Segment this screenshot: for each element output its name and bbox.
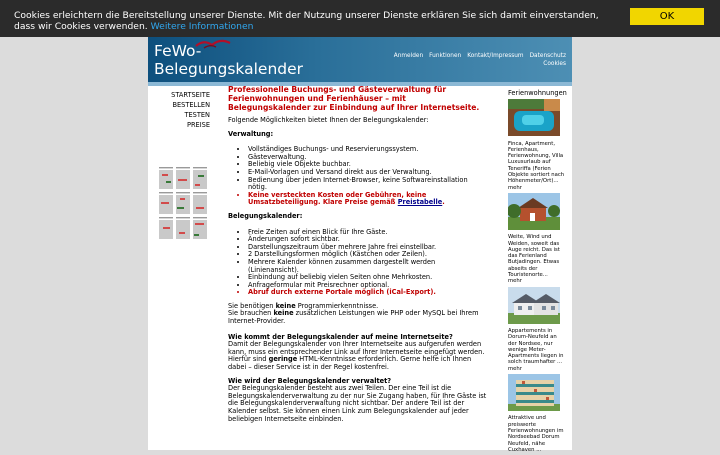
- note-emphasis: keine: [275, 301, 296, 310]
- faq-text-manage: Der Belegungskalender besteht aus zwei Teilen. Der eine Teil ist die Belegungskalenderverwaltung zu der nur Sie Zugang haben, für Ihre Gäste ist die Belegungskalenderverwaltung nicht sichtbar. Der andere Teil ist der Kalender selbst. Sie können einen Link zum Belegungskalender auf jeder beliebigen Internetseite einbinden.: [228, 384, 487, 423]
- left-sidebar: [148, 90, 210, 130]
- listing-photo-building[interactable]: [508, 374, 560, 411]
- section-belegungskalender-title: Belegungskalender:: [228, 211, 303, 220]
- list-item: • Gästeverwaltung.: [248, 154, 488, 162]
- listing-card[interactable]: [508, 374, 566, 453]
- listing-more-link[interactable]: mehr: [508, 278, 522, 285]
- page-container: [148, 37, 572, 453]
- list-item: • Beliebig viele Objekte buchbar.: [248, 161, 488, 169]
- faq-title-manage: Wie wird der Belegungskalender verwaltet?: [228, 376, 392, 385]
- site-header: [148, 37, 572, 82]
- right-sidebar: [508, 90, 566, 455]
- note-text: zusätzlichen Leistungen wie PHP oder MySQL bei Ihrem Internet-Provider.: [228, 309, 479, 326]
- listing-description: Weite, Wind und Weiden, soweit das Auge reicht. Das ist das Ferienland Butjadingen. Etwas abseits der Touristenorte...: [508, 234, 560, 279]
- sidebar-item-preise[interactable]: PREISE: [186, 121, 210, 129]
- requirements-note: [228, 303, 488, 326]
- list-item-highlight: • Abruf durch externe Portale möglich (iCal-Export).: [248, 289, 488, 297]
- list-item: • Vollständiges Buchungs- und Reservierungssystem.: [248, 146, 488, 154]
- note-text: Programmierkenntnisse.: [295, 301, 379, 310]
- note-provider: [228, 310, 488, 325]
- nav-datenschutz[interactable]: Datenschutz: [529, 53, 566, 59]
- list-item: • Einbindung auf beliebig vielen Seiten ohne Mehrkosten.: [248, 274, 488, 282]
- logo-line-2: Belegungskalender: [154, 60, 304, 78]
- list-item: • Freie Zeiten auf einen Blick für Ihre Gäste.: [248, 229, 488, 237]
- faq-emphasis: geringe: [268, 355, 298, 364]
- note-text: Sie benötigen: [228, 301, 276, 310]
- listing-description: Finca, Apartment, Ferienhaus, Ferienwohnung, Villa Luxusurlaub auf Teneriffa (Ferien Objekte sortiert nach Höhenmeter/Ort)...: [508, 140, 565, 185]
- listing-photo-apartments[interactable]: [508, 287, 560, 324]
- cookie-banner: [0, 0, 720, 37]
- belegungskalender-list: [228, 229, 488, 297]
- top-navigation: [388, 52, 566, 68]
- nav-kontakt-impressum[interactable]: Kontakt/Impressum: [467, 53, 524, 59]
- logo-line-1: FeWo-: [154, 42, 202, 60]
- list-item: • 2 Darstellungsformen möglich (Kästchen oder Zeilen).: [248, 251, 488, 259]
- nav-cookies[interactable]: Cookies: [543, 61, 566, 67]
- listing-card[interactable]: [508, 99, 566, 191]
- preistabelle-link[interactable]: Preistabelle: [397, 198, 443, 207]
- list-item: • Bedienung über jeden Internet-Browser, keine Softwareinstallation nötig.: [248, 177, 488, 192]
- listing-description: Attraktive und preiswerte Ferienwohnungen im Nordseebad Dorum Neufeld, nähe Cuxhaven ...: [508, 415, 564, 453]
- listing-photo-farmhouse[interactable]: [508, 193, 560, 230]
- list-item: • Darstellungszeitraum über mehrere Jahre frei einstellbar.: [248, 244, 488, 252]
- list-item-highlight: [248, 192, 488, 207]
- calendar-preview-image: [158, 165, 208, 241]
- sentence-end: .: [442, 198, 445, 207]
- faq-text: Damit der Belegungskalender von Ihrer Internetseite aus aufgerufen werden kann, muss ein entsprechender Link auf Ihrer Internetseite eingefügt werden. Hierfür sind: [228, 340, 485, 364]
- section-verwaltung-title: Verwaltung:: [228, 129, 274, 138]
- main-content: [228, 85, 488, 423]
- cookie-more-info-link[interactable]: Weitere Informationen: [150, 21, 254, 32]
- site-logo[interactable]: [154, 42, 354, 78]
- listing-more-link[interactable]: mehr: [508, 184, 522, 191]
- list-item: • Änderungen sofort sichtbar.: [248, 236, 488, 244]
- faq-title-embed: Wie kommt der Belegungskalender auf meine Internetseite?: [228, 332, 453, 341]
- faq-text: HTML-Kenntnisse erforderlich. Gerne helfe ich Ihnen dabei – dieser Service ist in der Regel kostenfrei.: [228, 355, 472, 372]
- note-text: Sie brauchen: [228, 309, 274, 318]
- faq-text-embed: [228, 341, 488, 371]
- listing-card[interactable]: [508, 193, 566, 285]
- page-heading: Professionelle Buchungs- und Gästeverwaltung für Ferienwohnungen und Ferienhäuser – mit Belegungskalender zur Einbindung auf Ihrer Internetseite.: [228, 85, 480, 112]
- nav-anmelden[interactable]: Anmelden: [393, 53, 424, 59]
- sidebar-item-testen[interactable]: TESTEN: [184, 111, 210, 119]
- no-hidden-costs-text: Keine versteckten Kosten oder Gebühren, keine Umsatzbeteiligung. Klare Preise gemäß: [248, 190, 427, 207]
- sidebar-item-bestellen[interactable]: BESTELLEN: [172, 101, 210, 109]
- listing-description: Appartements in Dorum-Neufeld an der Nordsee, nur wenige Meter-Apartments liegen in solch traumhafter ...: [508, 327, 564, 366]
- intro-text: Folgende Möglichkeiten bietet Ihnen der Belegungskalender:: [228, 116, 429, 124]
- cookie-ok-button[interactable]: OK: [630, 8, 704, 25]
- listing-more-link[interactable]: mehr: [508, 365, 522, 372]
- list-item: • Mehrere Kalender können zusammen dargestellt werden (Linienansicht).: [248, 259, 488, 274]
- listing-card[interactable]: [508, 287, 566, 372]
- list-item: • E-Mail-Vorlagen und Versand direkt aus der Verwaltung.: [248, 169, 488, 177]
- note-emphasis: keine: [273, 309, 294, 318]
- list-item: • Anfrageformular mit Preisrechner optional.: [248, 282, 488, 290]
- cookie-text: Cookies erleichtern die Bereitstellung unserer Dienste. Mit der Nutzung unserer Dienste erklären Sie sich damit einverstanden, dass wir Cookies verwenden.: [14, 10, 599, 32]
- sidebar-item-startseite[interactable]: STARTSEITE: [171, 91, 210, 99]
- nav-funktionen[interactable]: Funktionen: [429, 53, 462, 59]
- ads-title: Ferienwohnungen: [508, 89, 567, 97]
- listing-photo-pool[interactable]: [508, 99, 560, 136]
- verwaltung-list: [228, 146, 488, 207]
- cookie-message: [14, 10, 614, 32]
